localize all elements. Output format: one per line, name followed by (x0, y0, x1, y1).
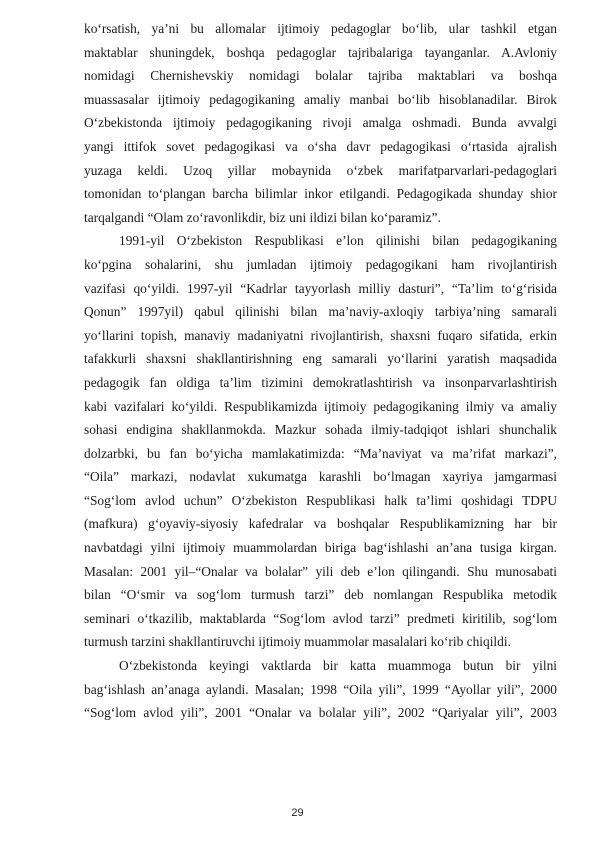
text-line: muassasalar ijtimoiy pedagogikaning amaliy manbai bo‘lib hisoblanadilar. Birok (84, 91, 557, 107)
text-line: pedagogik fan oldiga ta’lim tizimini demokratlashtirish va insonparvarlashtirish (84, 374, 557, 390)
text-line: “Oila” markazi, nodavlat xukumatga karashli bo‘lmagan xayriya jamgarmasi (84, 469, 557, 485)
text-line: tarqalgandi “Olam zo‘ravonlikdir, biz uni ildizi bilan ko‘paramiz”. (84, 209, 441, 225)
document-body (84, 17, 557, 725)
text-line: dolzarbki, bu fan bo‘yicha mamlakatimizda: “Ma’naviyat va ma’rifat markazi”, (84, 445, 557, 461)
text-line: bag‘ishlash an’anaga aylandi. Masalan; 1998 “Oila yili”, 1999 “Ayollar yili”, 2000 (84, 681, 557, 697)
text-line: navbatdagi yilni ijtimoiy muammolardan biriga bag‘ishlashi an’ana tusiga kirgan. (84, 540, 557, 556)
text-line: sohasi endigina shakllanmokda. Mazkur sohada ilmiy-tadqiqot ishlari shunchalik (84, 422, 557, 438)
text-line: yuzaga keldi. Uzoq yillar mobaynida o‘zbek marifatparvarlari-pedagoglari (84, 162, 557, 178)
text-line: Qonun” 1997yil) qabul qilinishi bilan ma’naviy-axloqiy tarbiya’ning samarali (84, 304, 557, 320)
page-number: 29 (291, 807, 304, 819)
text-line: tafakkurli shaxsni shakllantirishning eng samarali yo‘llarini yaratish maqsadida (84, 351, 557, 367)
text-line: yangi ittifok sovet pedagogikasi va o‘sha davr pedagogikasi o‘rtasida ajralish (84, 138, 557, 154)
text-line: “Sog‘lom avlod uchun” O‘zbekiston Respublikasi halk ta’limi qoshidagi TDPU (84, 492, 557, 508)
text-line: (mafkura) g‘oyaviy-siyosiy kafedralar va boshqalar Respublikamizning har bir (84, 516, 557, 532)
text-line: turmush tarzini shakllantiruvchi ijtimoiy muammolar masalalari ko‘rib chiqildi. (84, 634, 511, 650)
text-line: nomidagi Chernishevskiy nomidagi bolalar tajriba maktablari va boshqa (84, 68, 557, 84)
paragraph (84, 17, 557, 229)
text-line: yo‘llarini topish, manaviy madaniyatni rivojlantirish, shaxsni fuqaro sifatida, erkin (84, 327, 557, 343)
text-line: ko‘pgina sohalarini, shu jumladan ijtimoiy pedagogikani ham rivojlantirish (84, 256, 557, 272)
text-line: vazifasi qo‘yildi. 1997-yil “Kadrlar tayyorlash milliy dasturi”, “Ta’lim to‘g‘risida (84, 280, 557, 296)
text-line: bilan “O‘smir va sog‘lom turmush tarzi” deb nomlangan Respublika metodik (84, 587, 557, 603)
text-line: “Sog‘lom avlod yili”, 2001 “Onalar va bolalar yili”, 2002 “Qariyalar yili”, 2003 (84, 705, 557, 721)
paragraph (84, 654, 557, 725)
text-line: seminari o‘tkazilib, maktablarda “Sog‘lom avlod tarzi” predmeti kiritilib, sog‘lom (84, 610, 557, 626)
text-line: maktablar shuningdek, boshqa pedagoglar tajribalariga tayanganlar. A.Avloniy (84, 44, 557, 60)
text-line: Masalan: 2001 yil–“Onalar va bolalar” yili deb e’lon qilingandi. Shu munosabati (84, 563, 557, 579)
paragraph (84, 229, 557, 654)
text-line: O‘zbekistonda ijtimoiy pedagogikaning rivoji amalga oshmadi. Bunda avvalgi (84, 115, 557, 131)
text-line: kabi vazifalari ko‘yildi. Respublikamizda ijtimoiy pedagogikaning ilmiy va amaliy (84, 398, 557, 414)
text-line: tomonidan to‘plangan barcha bilimlar inkor etilgandi. Pedagogikada shunday shior (84, 186, 557, 202)
text-line: O‘zbekistonda keyingi vaktlarda bir katta muammoga butun bir yilni (119, 658, 557, 674)
text-line: 1991-yil O‘zbekiston Respublikasi e’lon qilinishi bilan pedagogikaning (119, 233, 557, 249)
text-line: ko‘rsatish, ya’ni bu allomalar ijtimoiy pedagoglar bo‘lib, ular tashkil etgan (84, 21, 557, 36)
